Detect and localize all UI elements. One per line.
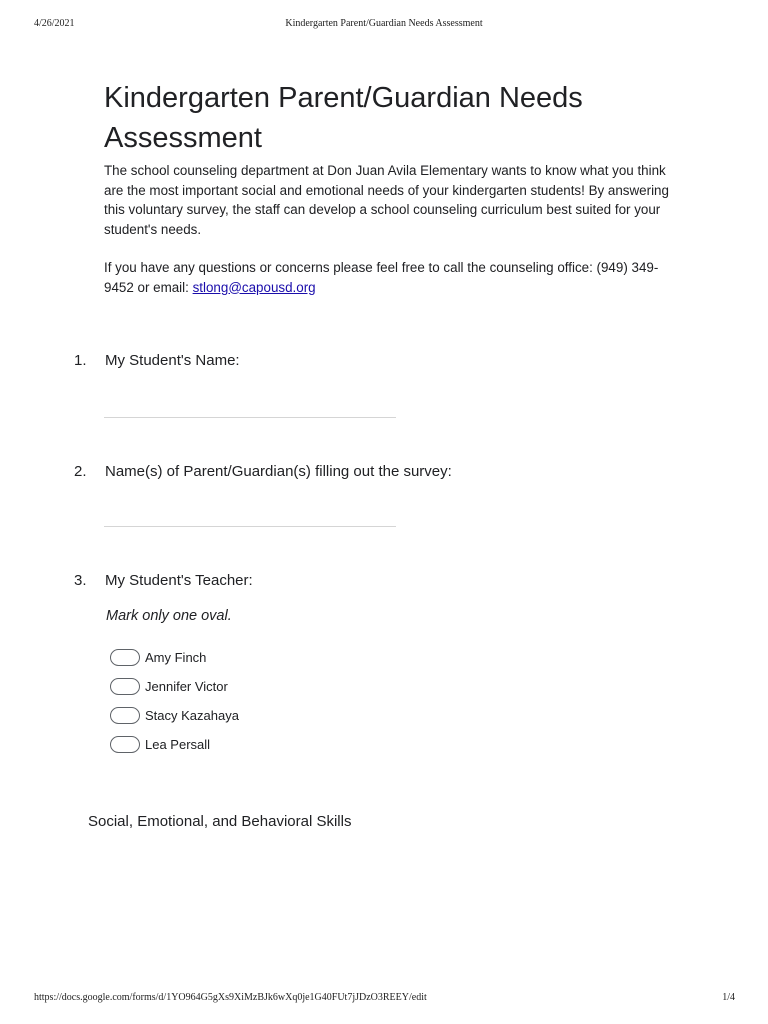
print-page-number: 1/4 bbox=[722, 992, 735, 1003]
option-label: Stacy Kazahaya bbox=[145, 708, 239, 723]
form-title: Kindergarten Parent/Guardian Needs Assessment bbox=[104, 82, 583, 154]
form-description bbox=[104, 161, 674, 297]
print-url: https://docs.google.com/forms/d/1YO964G5gXs9XiMzBJk6wXq0je1G40FUt7jJDzO3REEY/edit bbox=[34, 992, 427, 1003]
radio-oval[interactable] bbox=[110, 678, 140, 695]
question-number: 1. bbox=[74, 352, 87, 369]
radio-oval[interactable] bbox=[110, 736, 140, 753]
radio-oval[interactable] bbox=[110, 707, 140, 724]
question-hint: Mark only one oval. bbox=[106, 608, 232, 624]
option-label: Amy Finch bbox=[145, 650, 207, 665]
option-label: Jennifer Victor bbox=[145, 679, 228, 694]
contact-text: If you have any questions or concerns please feel free to call the counseling office: (949) 349-9452 or email: bbox=[104, 260, 659, 295]
option-label: Lea Persall bbox=[145, 737, 211, 752]
question-number: 3. bbox=[74, 572, 87, 589]
question-text: My Student's Teacher: bbox=[105, 572, 253, 589]
radio-oval[interactable] bbox=[110, 649, 140, 666]
contact-info bbox=[104, 258, 674, 297]
print-date: 4/26/2021 bbox=[34, 18, 75, 29]
student-name-answer-field[interactable] bbox=[104, 417, 396, 418]
question-text: My Student's Name: bbox=[105, 352, 240, 369]
section-title: Social, Emotional, and Behavioral Skills bbox=[88, 813, 352, 830]
question-text: Name(s) of Parent/Guardian(s) filling out the survey: bbox=[105, 463, 452, 480]
question-number: 2. bbox=[74, 463, 87, 480]
print-header-title: Kindergarten Parent/Guardian Needs Assessment bbox=[285, 18, 483, 29]
parent-name-answer-field[interactable] bbox=[104, 526, 396, 527]
description-text: The school counseling department at Don Juan Avila Elementary wants to know what you think are the most important social and emotional needs of your kindergarten students! By answering this voluntary survey, the staff can develop a school counseling curriculum best suited for your student's needs. bbox=[104, 163, 669, 237]
contact-email-link[interactable]: stlong@capousd.org bbox=[192, 279, 316, 295]
